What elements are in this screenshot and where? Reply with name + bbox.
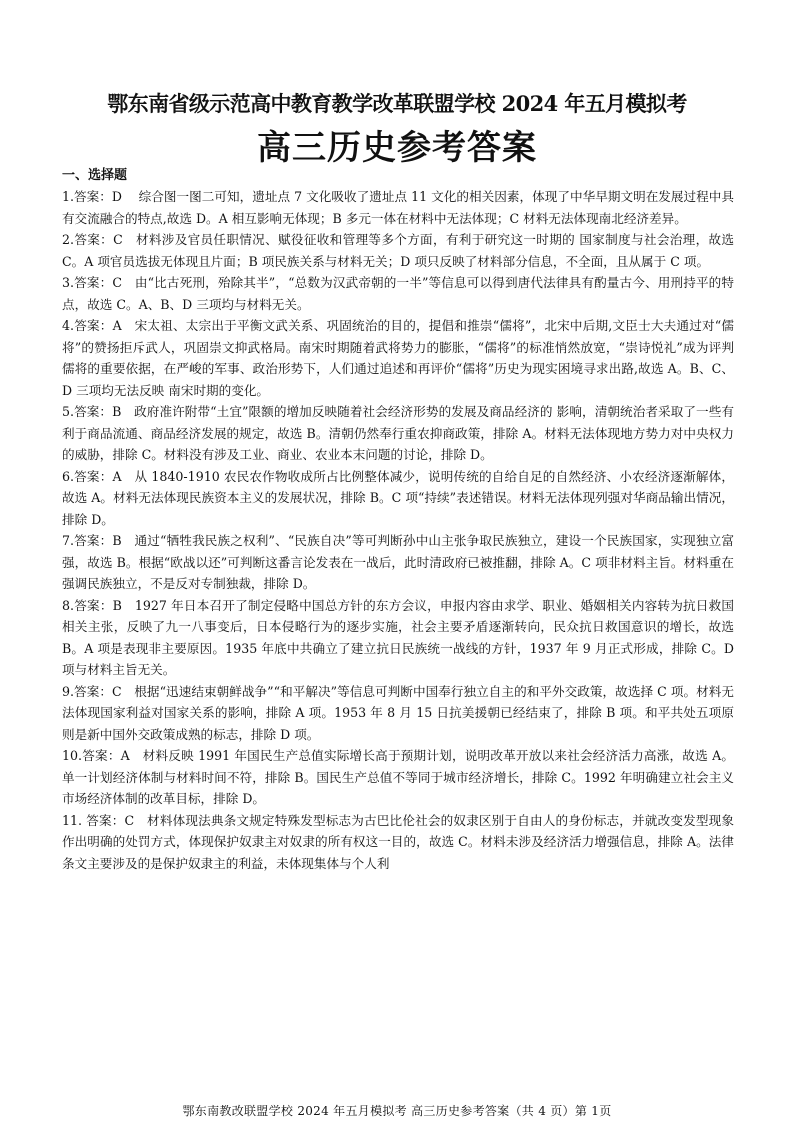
- section-heading: 一、选择题: [62, 168, 128, 183]
- answer-item-3: 3.答案：C 由“比古死刑，殆除其半”，“总数为汉武帝朝的一半”等信息可以得到唐代法律具有酌量古今、用刑持平的特点，故选 C。A、B、D 三项均与材料无关。: [62, 275, 734, 312]
- answer-list: [62, 186, 734, 874]
- answer-item-1: 1.答案：D 综合图一图二可知，遗址点 7 文化吸收了遗址点 11 文化的相关因素，体现了中华早期文明在发展过程中具有交流融合的特点,故选 D。A 相互影响无体现；B 多元一体在材料中无法体现；C 材料无法体现南北经济差异。: [62, 189, 734, 226]
- answer-item-6: 6.答案：A 从 1840-1910 农民农作物收成所占比例整体减少，说明传统的自给自足的自然经济、小农经济逐渐解体，故选 A。材料无法体现民族资本主义的发展状况，排除 B。C 项“持续”表述错误。材料无法体现列强对华商品输出情况，排除 D。: [62, 468, 734, 527]
- answer-item-11: 11. 答案：C 材料体现法典条文规定特殊发型标志为古巴比伦社会的奴隶区别于自由人的身份标志，并就改变发型现象作出明确的处罚方式，体现保护奴隶主对奴隶的所有权这一目的，故选 C。材料未涉及经济活力增强信息，排除 A。法律条文主要涉及的是保护奴隶主的利益，未体现集体与个人利: [62, 812, 734, 871]
- answer-item-4: 4.答案：A 宋太祖、太宗出于平衡文武关系、巩固统治的目的，提倡和推崇“儒将”，北宋中后期,文臣士大夫通过对“儒将”的赞扬拒斥武人，巩固崇文抑武格局。南宋时期随着武将势力的膨胀，“儒将”的标准悄然放宽，“崇诗悦礼”成为评判儒将的重要依据，在严峻的军事、政治形势下，人们通过追述和再评价“儒将”历史为现实困境寻求出路,故选 A。B、C、D 三项均无法反映 南宋时期的变化。: [62, 318, 734, 398]
- answer-item-5: 5.答案：B 政府准许附带“土宜”限额的增加反映随着社会经济形势的发展及商品经济的 影响，清朝统治者采取了一些有利于商品流通、商品经济发展的规定，故选 B。清朝仍然奉行重农抑商政策，排除 A。材料无法体现地方势力对中央权力的威胁，排除 C。材料没有涉及工业、商业、农业本末问题的讨论，排除 D。: [62, 404, 734, 462]
- page-footer: 鄂东南教改联盟学校 2024 年五月模拟考 高三历史参考答案（共 4 页）第 1页: [182, 1104, 612, 1118]
- answer-item-9: 9.答案：C 根据“迅速结束朝鲜战争”“和平解决”等信息可判断中国奉行独立自主的和平外交政策，故选择 C 项。材料无法体现国家利益对国家关系的影响，排除 A 项。1953 年 8 月 15 日抗美援朝已经结束了，排除 B 项。和平共处五项原则是新中国外交政策成熟的标志，排除 D 项。: [62, 683, 734, 742]
- exam-title: 鄂东南省级示范高中教育教学改革联盟学校 2024 年五月模拟考: [107, 91, 687, 116]
- answer-item-2: 2.答案：C 材料涉及官员任职情况、赋役征收和管理等多个方面，有利于研究这一时期的 国家制度与社会治理，故选 C。A 项官员选拔无体现且片面；B 项民族关系与材料无关；D 项只反映了材料部分信息，不全面，且从属于 C 项。: [62, 232, 734, 269]
- answer-item-8: 8.答案：B 1927 年日本召开了制定侵略中国总方针的东方会议，申报内容由求学、职业、婚姻相关内容转为抗日救国相关主张，反映了九一八事变后，日本侵略行为的逐步实施，社会主要矛盾逐渐转向，民众抗日救国意识的增长，故选 B。A 项是表现非主要原因。1935 年底中共确立了建立抗日民族统一战线的方针，1937 年 9 月正式形成，排除 C。D 项与材料主旨无关。: [62, 597, 734, 677]
- document-title: 高三历史参考答案: [257, 128, 537, 168]
- answer-item-10: 10.答案：A 材料反映 1991 年国民生产总值实际增长高于预期计划，说明改革开放以来社会经济活力高涨，故选 A。单一计划经济体制与材料时间不符，排除 B。国民生产总值不等同于城市经济增长，排除 C。1992 年明确建立社会主义市场经济体制的改革目标，排除 D。: [62, 748, 734, 806]
- answer-item-7: 7.答案：B 通过“牺牲我民族之权利”、“民族自决”等可判断孙中山主张争取民族独立，建设一个民族国家，实现独立富强，故选 B。根据“欧战以还”可判断这番言论发表在一战后，此时清政府已被推翻，排除 A。C 项非材料主旨。材料重在强调民族独立，不是反对专制独裁，排除 D。: [62, 533, 734, 591]
